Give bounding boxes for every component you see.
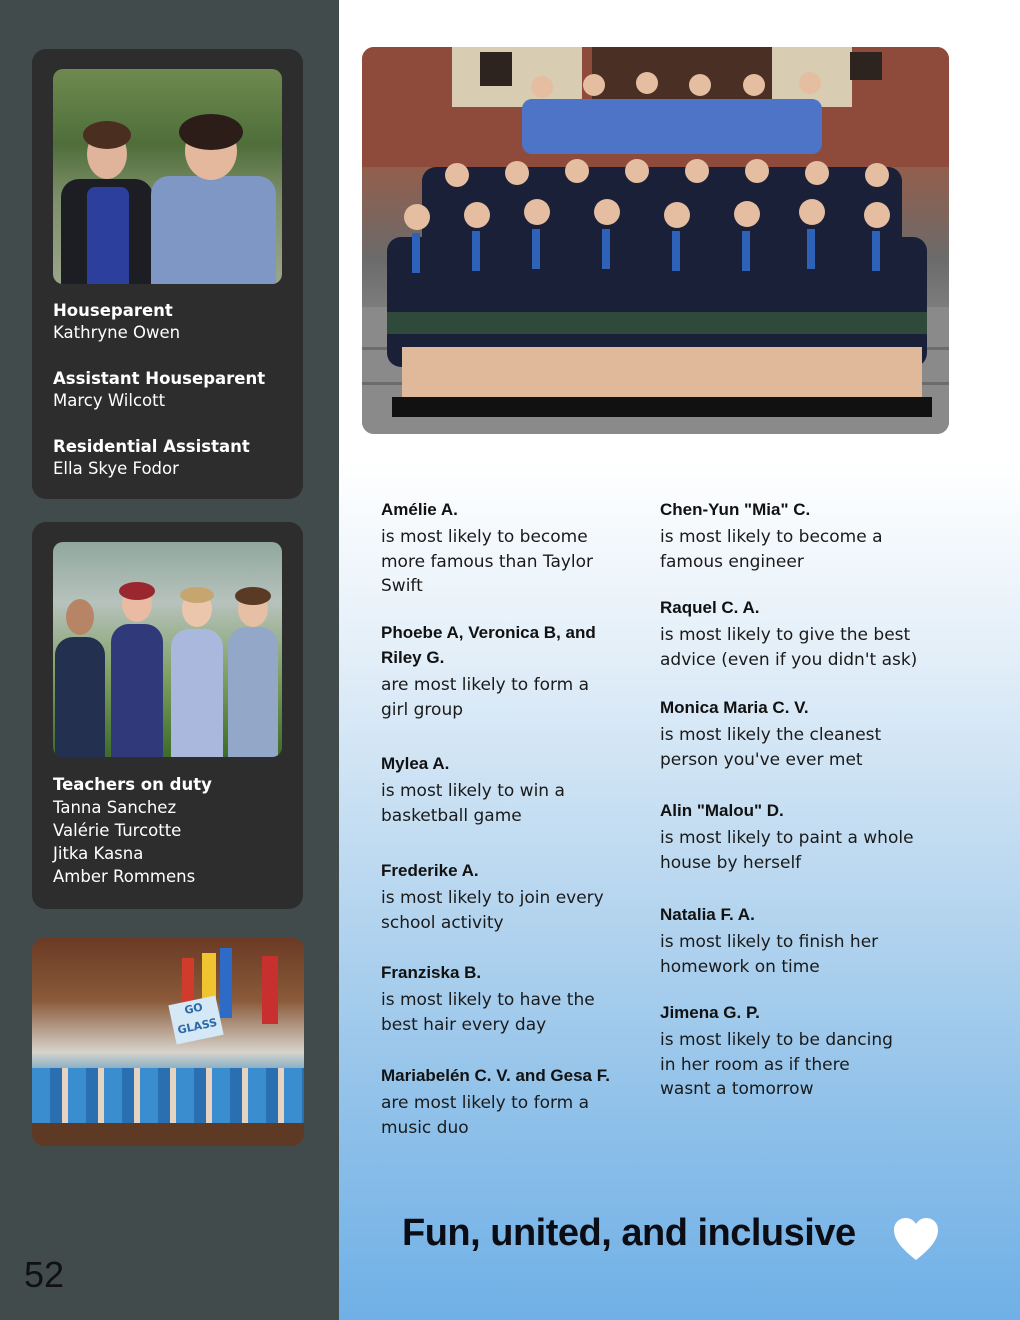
houseparents-card <box>32 49 303 499</box>
superlative-text: is most likely to be dancing in her room as if there wasnt a tomorrow <box>660 1030 893 1099</box>
tagline: Fun, united, and inclusive <box>402 1212 856 1254</box>
superlative-entry <box>660 595 935 672</box>
main-content <box>339 0 1020 1320</box>
student-name: Natalia F. A. <box>660 905 755 924</box>
student-name: Chen-Yun "Mia" C. <box>660 500 811 519</box>
superlative-entry <box>660 695 935 772</box>
superlative-text: is most likely to join every school activity <box>381 888 604 933</box>
superlative-text: are most likely to form a girl group <box>381 675 590 720</box>
superlative-entry <box>381 858 656 935</box>
superlative-text: is most likely to win a basketball game <box>381 781 565 826</box>
teachers-role: Teachers on duty <box>53 775 212 794</box>
group-photo-illustration <box>362 47 949 434</box>
superlative-entry <box>660 1000 935 1102</box>
student-name: Mariabelén C. V. and Gesa F. <box>381 1066 610 1085</box>
assistant-houseparent-name: Marcy Wilcott <box>53 391 166 410</box>
student-name: Frederike A. <box>381 861 479 880</box>
teacher-name: Tanna Sanchez <box>53 798 177 817</box>
superlative-text: is most likely to become a famous engineer <box>660 527 883 572</box>
superlative-text: is most likely to paint a whole house by herself <box>660 828 914 873</box>
heart-icon <box>892 1216 940 1262</box>
superlative-entry <box>381 497 656 599</box>
teacher-name: Valérie Turcotte <box>53 821 182 840</box>
superlative-text: is most likely the cleanest person you've ever met <box>660 725 882 770</box>
teacher-name: Amber Rommens <box>53 867 196 886</box>
event-photo <box>32 938 304 1146</box>
superlative-text: is most likely to give the best advice (even if you didn't ask) <box>660 625 918 670</box>
houseparent-role: Houseparent <box>53 301 173 320</box>
superlative-text: is most likely to have the best hair every day <box>381 990 595 1035</box>
superlative-entry <box>381 620 656 722</box>
student-name: Amélie A. <box>381 500 458 519</box>
superlative-entry <box>660 497 935 574</box>
superlative-text: is most likely to become more famous than Taylor Swift <box>381 527 594 596</box>
sidebar <box>0 0 339 1320</box>
student-name: Raquel C. A. <box>660 598 760 617</box>
group-photo <box>362 47 949 434</box>
student-name: Monica Maria C. V. <box>660 698 809 717</box>
assistant-houseparent-role: Assistant Houseparent <box>53 369 266 388</box>
superlative-entry <box>381 1063 656 1140</box>
teacher-name: Jitka Kasna <box>53 844 144 863</box>
superlative-entry <box>660 902 935 979</box>
superlative-entry <box>381 751 656 828</box>
student-name: Phoebe A, Veronica B, and Riley G. <box>381 623 596 667</box>
superlative-text: is most likely to finish her homework on time <box>660 932 879 977</box>
superlative-text: are most likely to form a music duo <box>381 1093 590 1138</box>
superlative-entry <box>660 798 935 875</box>
residential-assistant-role: Residential Assistant <box>53 437 250 456</box>
houseparent-name: Kathryne Owen <box>53 323 181 342</box>
go-glass-banner: GO GLASS <box>168 995 223 1044</box>
page-number: 52 <box>24 1254 65 1295</box>
residential-assistant-name: Ella Skye Fodor <box>53 459 179 478</box>
houseparents-photo <box>53 69 282 284</box>
student-name: Alin "Malou" D. <box>660 801 784 820</box>
teachers-list <box>53 796 282 888</box>
teachers-card <box>32 522 303 909</box>
student-name: Jimena G. P. <box>660 1003 760 1022</box>
teachers-photo <box>53 542 282 757</box>
student-name: Franziska B. <box>381 963 482 982</box>
student-name: Mylea A. <box>381 754 450 773</box>
superlative-entry <box>381 960 656 1037</box>
